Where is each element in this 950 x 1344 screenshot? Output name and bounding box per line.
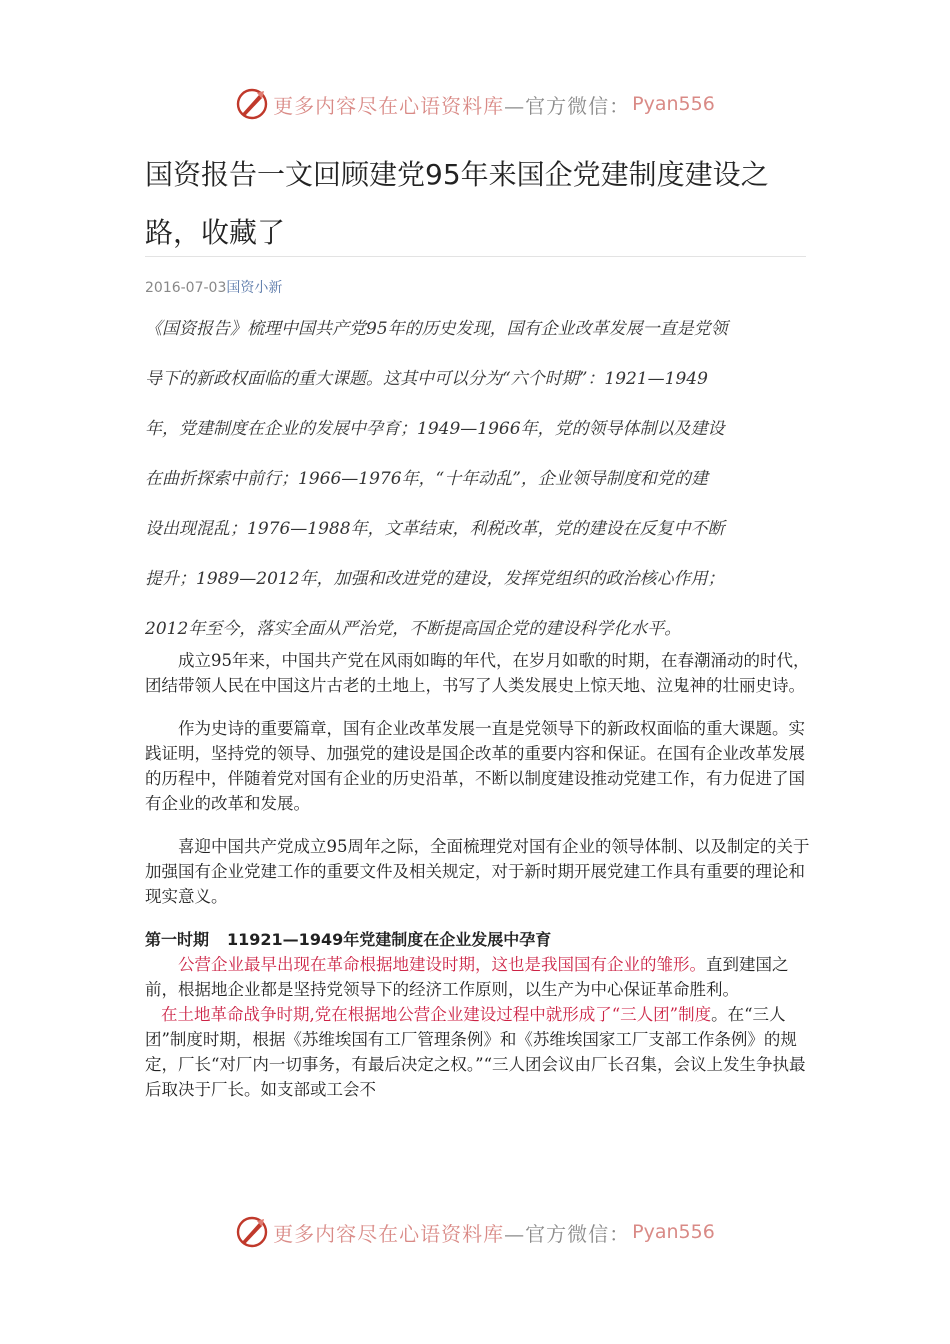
summary-line: 《国资报告》梳理中国共产党95年的历史发现，国有企业改革发展一直是党领: [145, 319, 728, 339]
section-text-2: [145, 1002, 810, 1102]
banner-wechat-id: Pyan556: [632, 93, 715, 115]
body-paragraph: 喜迎中国共产党成立95周年之际，全面梳理党对国有企业的领导体制、以及制定的关于加强国有企业党建工作的重要文件及相关规定，对于新时期开展党建工作具有重要的理论和现实意义。: [145, 837, 810, 906]
title-divider: [145, 256, 806, 257]
highlight-sentence-2: 在土地革命战争时期,党在根据地公营企业建设过程中就形成了“三人团”制度: [161, 1005, 712, 1024]
section-text: [145, 952, 810, 1002]
publish-date: 2016-07-03: [145, 280, 227, 296]
section-heading: [145, 927, 810, 952]
quill-logo-icon: [235, 87, 269, 121]
summary-line: 提升；1989—2012年，加强和改进党的建设，发挥党组织的政治核心作用；: [145, 569, 725, 589]
banner-brand: 更多内容尽在心语资料库: [273, 1221, 505, 1246]
title-line-1: 国资报告一文回顾建党95年来国企党建制度建设之: [145, 158, 769, 191]
banner-wechat-id: Pyan556: [632, 1221, 715, 1243]
author-link[interactable]: 国资小新: [226, 280, 283, 296]
article-meta: [145, 277, 282, 297]
top-banner: [0, 84, 950, 124]
banner-separator: —官方微信：: [504, 93, 631, 118]
article-body: [145, 648, 810, 1102]
banner-separator: —官方微信：: [504, 1221, 631, 1246]
article-summary: [145, 304, 810, 654]
body-paragraph: 成立95年来，中国共产党在风雨如晦的年代，在岁月如歌的时期，在春潮涌动的时代，团结带领人民在中国这片古老的土地上，书写了人类发展史上惊天地、泣鬼神的壮丽史诗。: [145, 651, 810, 695]
section-title: 11921—1949年党建制度在企业发展中孕育: [227, 930, 552, 949]
highlight-sentence: 公营企业最早出现在革命根据地建设时期，这也是我国国有企业的雏形。: [178, 955, 706, 974]
summary-line: 导下的新政权面临的重大课题。这其中可以分为“六个时期”：1921—1949: [145, 369, 708, 389]
summary-line: 2012年至今，落实全面从严治党，不断提高国企党的建设科学化水平。: [145, 619, 682, 639]
body-paragraph: 作为史诗的重要篇章，国有企业改革发展一直是党领导下的新政权面临的重大课题。实践证明，坚持党的领导、加强党的建设是国企改革的重要内容和保证。在国有企业改革发展的历程中，伴随着党对国有企业的历史沿革，不断以制度建设推动党建工作，有力促进了国有企业的改革和发展。: [145, 719, 805, 813]
section-sentence: 直到建国之前，根据地企业都是坚持党领导下的经济工作原则，以生产为中心保证革命胜利。: [145, 955, 789, 999]
article-title: [145, 146, 810, 262]
summary-line: 在曲折探索中前行；1966—1976年，“十年动乱”，企业领导制度和党的建: [145, 469, 708, 489]
section-label: 第一时期: [145, 930, 210, 949]
quill-logo-icon: [235, 1215, 269, 1249]
bottom-banner: [0, 1212, 950, 1252]
banner-brand: 更多内容尽在心语资料库: [273, 93, 505, 118]
summary-line: 年，党建制度在企业的发展中孕育；1949—1966年，党的领导体制以及建设: [145, 419, 725, 439]
section-sentence-2: 。在“三人团”制度时期，根据《苏维埃国有工厂管理条例》和《苏维埃国家工厂支部工作条例》的规定，厂长“对厂内一切事务，有最后决定之权。”“三人团会议由厂长召集，会议上发生争执最后取决于厂长。如支部或工会不: [145, 1005, 806, 1099]
summary-line: 设出现混乱；1976—1988年，文革结束，利税改革，党的建设在反复中不断: [145, 519, 725, 539]
title-line-2: 路，收藏了: [145, 216, 286, 249]
